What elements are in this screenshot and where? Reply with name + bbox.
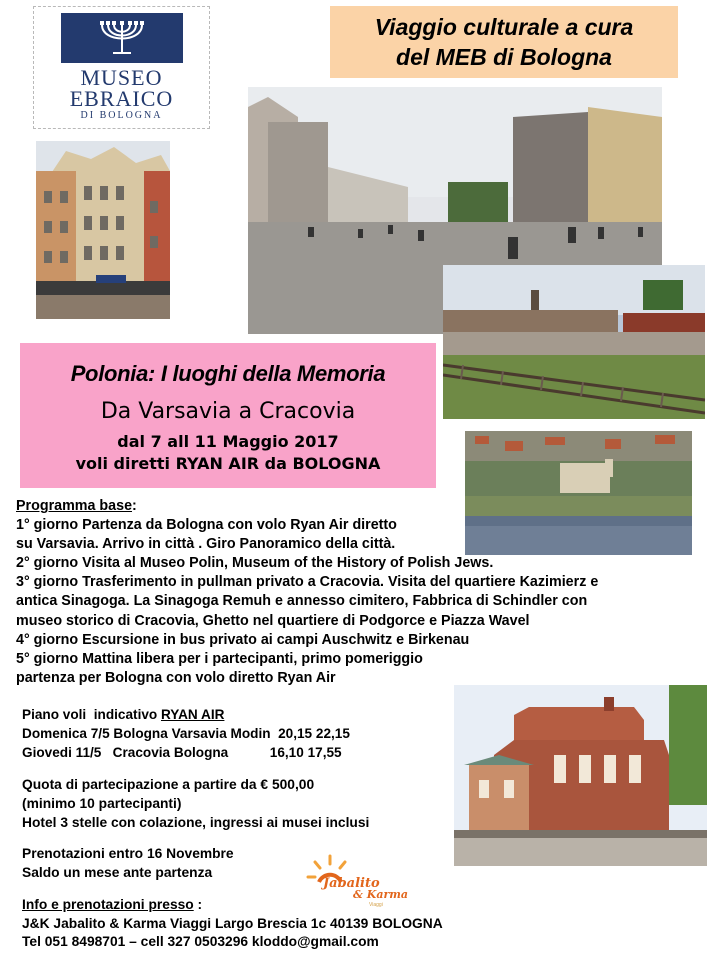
logo-line-bologna: DI BOLOGNA (80, 110, 163, 121)
logo-line-museo: MUSEO (80, 65, 163, 90)
balance-due-line: Saldo un mese ante partenza (22, 864, 213, 880)
program-line: 4° giorno Escursione in bus privato ai campi Auschwitz e Birkenau (16, 631, 470, 648)
destination-banner (20, 343, 436, 488)
program-line: su Varsavia. Arrivo in città . Giro Panoramico della città. (16, 536, 396, 553)
hotel-info: Hotel 3 stelle con colazione, ingressi ai musei inclusi (22, 815, 370, 830)
program-line: museo storico di Cracovia, Ghetto nel quartiere di Podgorce e Piazza Wavel (16, 612, 530, 629)
contact-info (22, 896, 582, 952)
menorah-icon (97, 19, 147, 57)
banner-title: Polonia: I luoghi della Memoria (70, 361, 386, 386)
program-section (16, 497, 599, 688)
agency-phone-email: Tel 051 8498701 – cell 327 0503296 kloddo@gmail.com (22, 934, 379, 949)
museo-ebraico-logo (33, 6, 210, 129)
flight-plan-carrier: RYAN AIR (160, 707, 225, 722)
flight-row: Giovedi 11/5 Cracovia Bologna 16,10 17,55 (22, 745, 342, 760)
contact-heading-colon: : (193, 897, 203, 912)
program-line: partenza per Bologna con volo diretto Ryan Air (16, 669, 336, 686)
agency-logo-karma: & Karma (353, 888, 409, 901)
price-line: Quota di partecipazione a partire da € 500,00 (22, 777, 315, 792)
booking-deadline (22, 845, 322, 882)
agency-address: J&K Jabalito & Karma Viaggi Largo Brescia 1c 40139 BOLOGNA (22, 915, 443, 931)
agency-logo-name: Jabalito (323, 876, 380, 891)
trip-title-line-2: del MEB di Bologna (396, 44, 612, 70)
program-line: 2° giorno Visita al Museo Polin, Museum of the History of Polish Jews. (16, 555, 494, 572)
minimum-participants: (minimo 10 partecipanti) (22, 796, 182, 811)
photo-old-synagogue (454, 685, 707, 866)
program-line: 3° giorno Trasferimento in pullman privato a Cracovia. Visita del quartiere Kazimierz e (16, 574, 599, 591)
booking-deadline-line: Prenotazioni entro 16 Novembre (22, 846, 234, 861)
flight-plan-intro: Piano voli indicativo (22, 707, 161, 722)
price-section (22, 775, 442, 832)
trip-title-box (330, 6, 678, 78)
program-heading: Programma base (16, 498, 133, 514)
program-heading-colon: : (132, 498, 137, 514)
contact-heading: Info e prenotazioni presso (22, 897, 194, 912)
logo-blue-box (61, 13, 183, 63)
photo-old-town-building (36, 141, 170, 319)
logo-line-ebraico: EBRAICO (69, 86, 174, 111)
flight-row: Domenica 7/5 Bologna Varsavia Modin 20,15 22,15 (22, 726, 350, 741)
agency-logo-viaggi: Viaggi (369, 902, 383, 908)
program-line: 5° giorno Mattina libera per i partecipanti, primo pomeriggio (16, 650, 423, 667)
banner-dates: dal 7 all 11 Maggio 2017 (117, 432, 339, 451)
banner-flights: voli diretti RYAN AIR da BOLOGNA (75, 454, 381, 473)
program-line: antica Sinagoga. La Sinagoga Remuh e annesso cimitero, Fabbrica di Schindler con (16, 593, 588, 610)
flight-plan (22, 705, 442, 762)
trip-title-line-1: Viaggio culturale a cura (374, 14, 634, 40)
program-line: 1° giorno Partenza da Bologna con volo Ryan Air diretto (16, 517, 397, 534)
photo-auschwitz-railway (443, 265, 705, 419)
banner-subtitle: Da Varsavia a Cracovia (100, 399, 356, 424)
